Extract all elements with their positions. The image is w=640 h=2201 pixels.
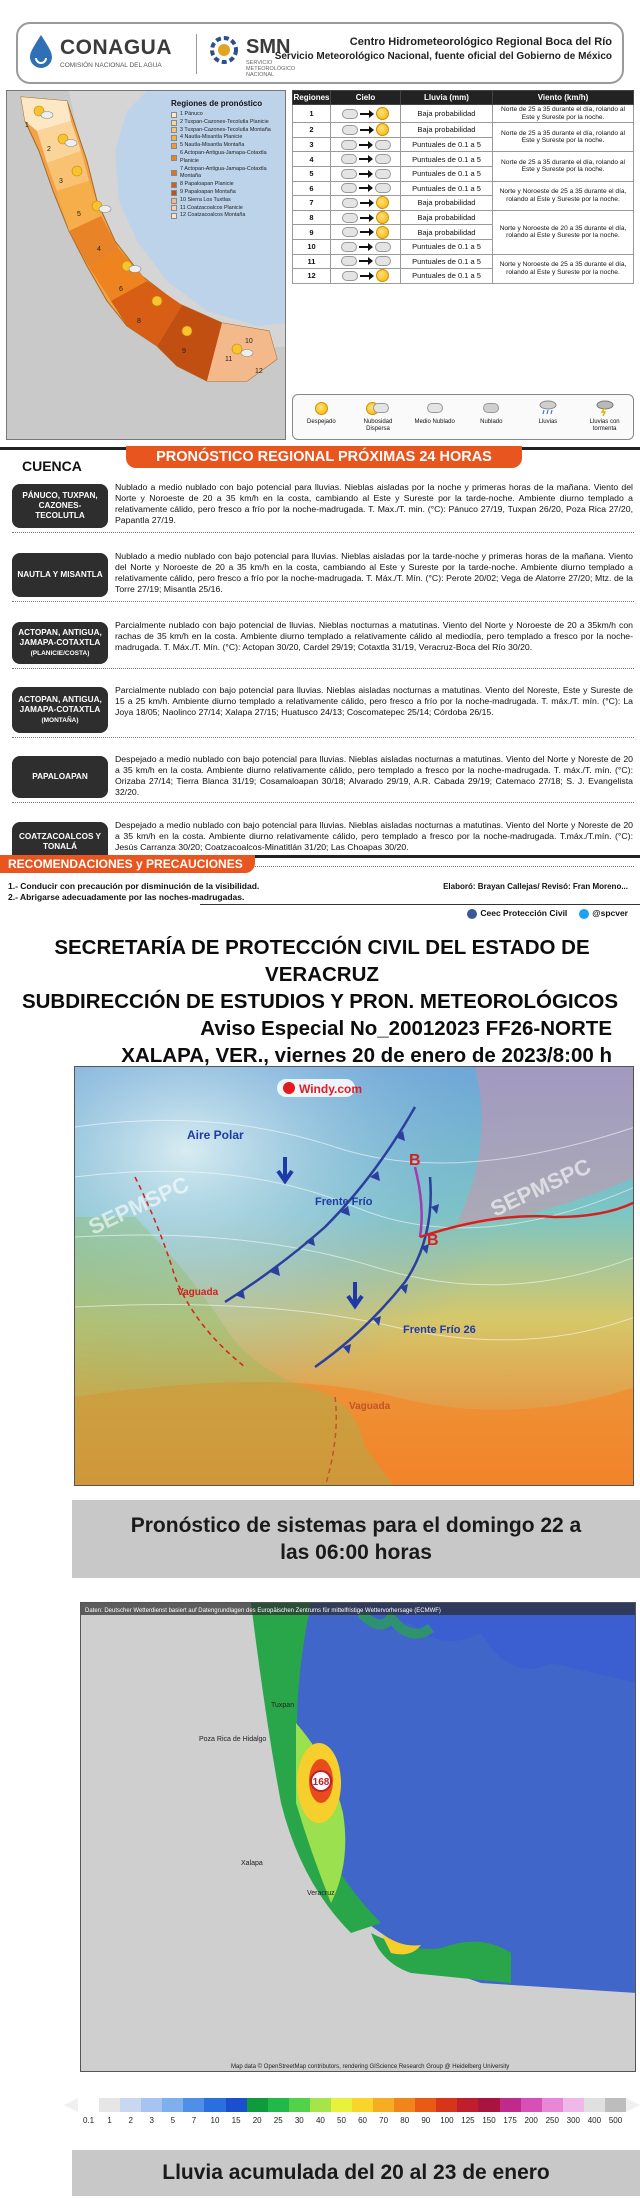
sky-condition [331, 166, 401, 181]
sky-condition [331, 152, 401, 167]
region-legend-item: 6 Actopan-Antigua-Jamapa-Cotaxtla Planicie [171, 150, 283, 166]
table-row [293, 181, 634, 196]
arrow-right-icon [360, 228, 374, 236]
scale-tick-label: 15 [231, 2116, 241, 2125]
scale-tick-label: 5 [170, 2116, 176, 2125]
recomendaciones-list [8, 881, 259, 903]
sun-icon [376, 226, 389, 239]
region-legend-item: 5 Nautla-Misantla Montaña [171, 142, 283, 150]
scale-swatch [289, 2098, 310, 2112]
header-text [275, 36, 612, 62]
scale-tick-label: 40 [315, 2116, 325, 2125]
storm-icon [596, 400, 614, 416]
cloud-icon [342, 213, 358, 223]
recomendaciones-banner: RECOMENDACIONES y PRECAUCIONES [0, 855, 255, 873]
region-legend-item: 7 Actopan-Antigua-Jamapa-Cotaxtla Montaña [171, 166, 283, 182]
scale-ticks [78, 2116, 626, 2125]
smn-subtitle: SERVICIO METEOROLÓGICO NACIONAL [246, 60, 296, 78]
sun-icon [376, 196, 389, 209]
legend-label: Lluvias con tormenta [589, 419, 620, 432]
region-number: 8 [293, 210, 331, 225]
region-swatch [171, 143, 177, 149]
synoptic-map [75, 1067, 634, 1486]
legend-lluvias-tormenta [579, 399, 631, 433]
cuenca-title: CUENCA [22, 458, 82, 474]
windy-brand: Windy.com [299, 1082, 363, 1096]
conagua-drop-icon [28, 34, 54, 68]
sky-condition [331, 105, 401, 123]
region-legend-item: 4 Nautla-Misantla Planicie [171, 134, 283, 142]
cuenca-note: (MONTAÑA) [41, 716, 79, 724]
legend-label: Nubosidad Dispersa [363, 419, 393, 432]
region-number: 1 [293, 105, 331, 123]
rain-amount: Baja probabilidad [401, 210, 493, 225]
scale-swatch [141, 2098, 162, 2112]
cloud-icon [342, 109, 358, 119]
rain-amount: Puntuales de 0.1 a 5 [401, 239, 493, 254]
rain-icon [539, 400, 557, 416]
sky-icon-legend [292, 394, 634, 440]
col-lluvia: Lluvia (mm) [401, 91, 493, 105]
cloud-icon [341, 169, 357, 179]
cuenca-forecast-text: Parcialmente nublado con bajo potencial para lluvias. Nieblas aisladas nocturnas a matutinas. Viento del Noreste, Este y Sureste de 15 a 25 km/h. Ambiente diurno templado a relativamente cálido, pero fresco a frío por la noche-madrugada. T. máx./T. mín. (°C): La Joya 18/05; Naolinco 27/14; Xalapa 27/15; Huatusco 24/13; Coscomatepec 25/14; Córdoba 26/15. [115, 685, 633, 717]
region-legend-item: 3 Tuxpan-Cazones-Tecolutla Montaña [171, 127, 283, 135]
watermark-left: SEPMSPC [84, 1171, 193, 1240]
logo-divider [196, 34, 197, 74]
cuenca-forecast-text: Parcialmente nublado con bajo potencial de lluvias. Nieblas nocturnas a matutinas. Viento del Norte y Noroeste de 20 a 35km/h con rachas de 35 km/h en la costa. Ambiente diurno templado a relativamente cálido al mediodía, pero templado a fresco por la noche-madrugada. T. Máx./T. Mín. (°C): Actopan 30/20, Cardel 29/19; Cotaxtla 31/19, Veracruz-Boca del Río 30/20. [115, 620, 633, 652]
partly-cloudy-icon [427, 403, 443, 413]
forecast-line-2: las 06:00 horas [280, 1541, 432, 1564]
twitter-link[interactable]: @spcver [579, 908, 628, 919]
cloud-icon [483, 403, 499, 413]
cuenca-forecast-text: Despejado a medio nublado con bajo potencial para lluvias. Nieblas aisladas nocturnas a matutinas. Viento del Norte y Noreste de 20 a 35 km/h en la costa. Ambiente diurno relativamente cálido, pero templado a fresco por la noche-madrugada. T. máx./T. mín. (°C): Orizaba 27/14; Tierra Blanca 31/19; Cosamaloapan 30/18; Alvarado 29/19, A.R. Cabada 29/19; Catemaco 27/18; S. J. Evangelista 32/20. [115, 754, 633, 797]
cloud-icon [341, 183, 357, 193]
scale-swatch [310, 2098, 331, 2112]
sun-icon [376, 107, 389, 120]
legend-medio-nublado [409, 399, 461, 426]
cuenca-name: NAUTLA Y MISANTLA [17, 570, 103, 579]
arrow-right-icon [360, 126, 374, 134]
sky-condition [331, 225, 401, 240]
arrow-right-icon [360, 199, 374, 207]
cloud-icon [342, 227, 358, 237]
twitter-icon [579, 909, 589, 919]
cloud-icon [341, 140, 357, 150]
region-number: 5 [293, 166, 331, 181]
scale-tick-label: 125 [461, 2116, 475, 2125]
conagua-subtitle: COMISIÓN NACIONAL DEL AGUA [60, 62, 162, 69]
region-legend-item: 11 Coatzacoalcos Planicie [171, 205, 283, 213]
legend-lluvias [522, 399, 574, 426]
aviso-especial-heading [0, 934, 640, 1069]
scale-tick-label: 25 [273, 2116, 283, 2125]
lluvia-acumulada-caption: Lluvia acumulada del 20 al 23 de enero [72, 2150, 640, 2196]
svg-text:11: 11 [225, 356, 233, 363]
arrow-right-icon [360, 214, 374, 222]
svg-text:8: 8 [137, 318, 141, 325]
cuenca-forecast-text: Nublado a medio nublado con bajo potencial para lluvias. Nieblas aisladas por la noche y primeras horas de la mañana. Viento del Norte y Noroeste de 20 a 35 km/h en la costa, cambiando al Este y Sureste por la tarde-noche. Ambiente diurno templado a relativamente cálido, pero fresco a frío por la noche-madrugada. T. Max./T. min. (°C): Pánuco 27/19, Tuxpan 26/20, Poza Rica 27/20, Papantla 27/19. [115, 482, 633, 525]
arrow-right-icon [359, 155, 373, 163]
social-links [467, 908, 628, 919]
rain-amount: Puntuales de 0.1 a 5 [401, 269, 493, 284]
scale-swatch [436, 2098, 457, 2112]
scale-swatch [183, 2098, 204, 2112]
cuenca-name: PÁNUCO, TUXPAN, CAZONES-TECOLUTLA [22, 491, 98, 520]
arrow-right-icon [359, 184, 373, 192]
ecmwf-credit: Daten: Deutscher Wetterdienst basiert auf Datengrundlagen des Europäischen Zentrums für mittelfristige Wettervorhersage (ECMWF) [85, 1608, 441, 1614]
arrow-right-icon [360, 110, 374, 118]
rain-amount: Baja probabilidad [401, 225, 493, 240]
region-swatch [171, 127, 177, 133]
scale-tick-label: 300 [566, 2116, 581, 2125]
sky-condition [331, 269, 401, 284]
scale-left-arrow [64, 2098, 78, 2112]
rain-amount: Puntuales de 0.1 a 5 [401, 137, 493, 152]
scale-tick-label: 10 [210, 2116, 220, 2125]
scale-tick-label: 200 [524, 2116, 538, 2125]
region-legend-item: 12 Coatzacoalcos Montaña [171, 212, 283, 220]
elaboro-credit: Elaboró: Brayan Callejas/ Revisó: Fran Moreno... [443, 882, 628, 891]
table-row [293, 152, 634, 167]
region-swatch [171, 198, 177, 204]
conagua-logo [28, 32, 188, 76]
cloud-icon [341, 242, 357, 252]
row-separator [12, 532, 634, 533]
rain-peak-value: 168 [312, 1777, 330, 1788]
wind-forecast: Norte y Noroeste de 25 a 35 durante el día, rolando al Este y Sureste por la noche. [493, 181, 634, 210]
label-frente-frio-26: Frente Frío 26 [403, 1324, 476, 1336]
arrow-right-icon [359, 141, 373, 149]
forecast-caption [72, 1500, 640, 1578]
scale-tick-label: 3 [149, 2116, 154, 2125]
windy-surface-map [74, 1066, 634, 1486]
scale-swatch [162, 2098, 183, 2112]
scale-tick-label: 150 [482, 2116, 496, 2125]
row-separator [12, 601, 634, 602]
cloud-icon [375, 242, 391, 252]
region-legend-item: 2 Tuxpan-Cazones-Tecolutla Planicie [171, 119, 283, 127]
table-body [293, 105, 634, 284]
table-row [293, 123, 634, 138]
aviso-line-4: XALAPA, VER., viernes 20 de enero de 2023/8:00 h [121, 1044, 612, 1067]
row-separator [12, 802, 634, 803]
scale-swatch [500, 2098, 521, 2112]
region-swatch [171, 190, 177, 196]
scale-swatch [542, 2098, 563, 2112]
scale-swatch [268, 2098, 289, 2112]
sky-condition [331, 239, 401, 254]
scale-right-arrow [626, 2098, 640, 2112]
cloud-icon [375, 140, 391, 150]
svg-text:5: 5 [77, 211, 81, 218]
smn-name: SMN [246, 36, 291, 58]
scale-swatch [394, 2098, 415, 2112]
low-pressure-b1: B [409, 1152, 421, 1169]
scale-bar [78, 2098, 626, 2112]
aviso-line-2: SUBDIRECCIÓN DE ESTUDIOS Y PRON. METEOROLÓGICOS [21, 990, 619, 1013]
arrow-right-icon [359, 243, 373, 251]
svg-text:6: 6 [119, 286, 123, 293]
smn-gear-icon [208, 34, 240, 66]
table-row [293, 105, 634, 123]
place-poza-rica: Poza Rica de Hidalgo [199, 1736, 267, 1743]
aviso-line-1: SECRETARÍA DE PROTECCIÓN CIVIL DEL ESTADO DE VERACRUZ [54, 936, 590, 986]
wind-forecast: Norte de 25 a 35 durante el día, rolando al Este y Sureste por la noche. [493, 105, 634, 123]
legend-label: Lluvias [538, 419, 558, 425]
cuenca-name-pill [12, 756, 108, 798]
scale-tick-label: 80 [400, 2116, 410, 2125]
scale-swatch [521, 2098, 542, 2112]
social-divider [200, 904, 640, 905]
region-number: 10 [293, 239, 331, 254]
scale-tick-label: 2 [128, 2116, 133, 2125]
regions-map [6, 90, 286, 440]
wind-forecast: Norte de 25 a 35 durante el día, rolando al Este y Sureste por la noche. [493, 152, 634, 181]
cuenca-name-pill [12, 553, 108, 597]
cloud-icon [341, 256, 357, 266]
row-separator [12, 668, 634, 669]
scale-swatch [415, 2098, 436, 2112]
legend-nublado [465, 399, 517, 426]
region-number: 7 [293, 196, 331, 211]
scale-swatch [204, 2098, 225, 2112]
rain-amount: Baja probabilidad [401, 105, 493, 123]
facebook-link[interactable]: Ceec Protección Civil [467, 908, 567, 919]
region-number: 4 [293, 152, 331, 167]
cuenca-name-pill [12, 687, 108, 733]
sun-icon [376, 269, 389, 282]
ecmwf-rain-map [80, 1602, 636, 2072]
cuenca-name-pill [12, 622, 108, 664]
scale-tick-label: 1 [107, 2116, 112, 2125]
reco-item: 1.- Conducir con precaución por disminución de la visibilidad. [8, 881, 260, 891]
label-vaguada-west: Vaguada [177, 1287, 219, 1298]
pronostico-banner: PRONÓSTICO REGIONAL PRÓXIMAS 24 HORAS [126, 446, 522, 468]
cuenca-note: (PLANICIE/COSTA) [30, 649, 90, 657]
rain-amount: Puntuales de 0.1 a 5 [401, 254, 493, 269]
sky-condition [331, 123, 401, 138]
scale-swatch [478, 2098, 499, 2112]
region-swatch [171, 120, 177, 126]
service-name: Servicio Meteorológico Nacional, fuente oficial del Gobierno de México [274, 51, 612, 62]
region-number: 2 [293, 123, 331, 138]
rain-amount: Baja probabilidad [401, 196, 493, 211]
cuenca-name-pill [12, 484, 108, 528]
cloud-icon [342, 271, 358, 281]
scale-swatch [120, 2098, 141, 2112]
region-legend-item: 1 Pánuco [171, 111, 283, 119]
scale-tick-label: 175 [503, 2116, 517, 2125]
region-number: 3 [293, 137, 331, 152]
scale-tick-label: 7 [191, 2116, 197, 2125]
agency-header [16, 22, 624, 84]
sky-condition [331, 137, 401, 152]
scale-tick-label: 70 [379, 2116, 389, 2125]
region-legend-item: 8 Papaloapan Planicie [171, 181, 283, 189]
cloud-icon [342, 198, 358, 208]
center-name: Centro Hidrometeorológico Regional Boca del Río [349, 36, 612, 48]
region-swatch [171, 155, 177, 161]
region-legend-item: 9 Papaloapan Montaña [171, 189, 283, 197]
wind-forecast: Norte y Noroeste de 25 a 35 durante el día, rolando al Este y Sureste por la noche. [493, 254, 634, 283]
region-number: 12 [293, 269, 331, 284]
scale-swatch [373, 2098, 394, 2112]
place-xalapa: Xalapa [241, 1860, 263, 1867]
scale-swatch [331, 2098, 352, 2112]
cloud-icon [342, 125, 358, 135]
cloud-icon [341, 154, 357, 164]
table-header-row [293, 91, 634, 105]
label-aire-polar: Aire Polar [187, 1128, 244, 1142]
cuenca-forecast-text: Nublado a medio nublado con bajo potencial para lluvias. Nieblas aisladas por la tarde-noche y primeras horas de la mañana. Viento del Norte y Noroeste de 20 a 35 km/h en la costa, cambiando al Este y Sureste por la tarde-noche. Ambiente diurno templado a relativamente cálido, pero fresco a frío por la noche-madrugada. T. Máx./T. Mín. (°C): Perote 20/02; Vega de Alatorre 27/20; Mtz. de la Torre 27/19; Misantla 25/16. [115, 551, 633, 594]
cuenca-name: COATZACOALCOS Y TONALÁ [18, 832, 102, 851]
facebook-icon [467, 909, 477, 919]
scale-tick-label: 30 [294, 2116, 304, 2125]
cuenca-name: PAPALOAPAN [32, 772, 88, 781]
scale-swatch [605, 2098, 626, 2112]
regions-legend-title: Regiones de pronóstico [171, 99, 263, 108]
scale-tick-label: 60 [358, 2116, 367, 2125]
region-swatch [171, 170, 177, 176]
scale-tick-label: 20 [252, 2116, 262, 2125]
aviso-line-3: Aviso Especial No_20012023 FF26-NORTE [200, 1017, 612, 1040]
sun-icon [376, 123, 389, 136]
table-row [293, 210, 634, 225]
cuenca-name: ACTOPAN, ANTIGUA, JAMAPA-COTAXTLA [18, 694, 102, 714]
scale-tick-label: 90 [421, 2116, 431, 2125]
col-regiones: Regiones [293, 91, 331, 105]
cloud-icon [375, 154, 391, 164]
wind-forecast: Norte y Noroeste de 20 a 35 durante el día, rolando al Este y Sureste por la noche. [493, 210, 634, 254]
scale-swatch [247, 2098, 268, 2112]
scale-tick-label: 50 [337, 2116, 346, 2125]
cloud-icon [375, 183, 391, 193]
rain-color-scale [64, 2092, 640, 2138]
cuenca-forecast-text: Despejado a medio nublado con bajo potencial para lluvias. Nieblas aisladas nocturnas a matutinas. Viento del Norte y Noreste de 20 a 35 km/h en la costa. Ambiente diurno relativamente cálido, pero templado a fresco por la noche-madrugada. T.máx./T.mín. (°C): Jesús Carranza 30/20; Coatzacoalcos-Minatitlán 31/20; Las Choapas 30/20. [115, 820, 633, 852]
region-forecast-table [292, 90, 634, 284]
svg-text:4: 4 [97, 246, 101, 253]
sky-condition [331, 254, 401, 269]
region-number: 6 [293, 181, 331, 196]
svg-text:10: 10 [245, 338, 253, 345]
conagua-name: CONAGUA [60, 36, 172, 59]
scale-swatch [78, 2098, 99, 2112]
svg-text:3: 3 [59, 178, 63, 185]
watermark-right: SEPMSPC [486, 1153, 595, 1222]
cloud-icon [375, 256, 391, 266]
map-attribution: Map data © OpenStreetMap contributors, rendering GIScience Research Group @ Heidelberg University [231, 2064, 510, 2070]
scale-swatch [99, 2098, 120, 2112]
regions-legend-list [171, 111, 283, 220]
svg-text:9: 9 [182, 348, 186, 355]
region-swatch [171, 205, 177, 211]
accumulated-rain-map [81, 1603, 636, 2072]
low-pressure-b2: B [427, 1232, 439, 1249]
scale-tick-label: 250 [545, 2116, 559, 2125]
sun-icon [315, 402, 328, 415]
wind-forecast: Norte de 25 a 35 durante el día, rolando al Este y Sureste por la noche. [493, 123, 634, 152]
legend-despejado [295, 399, 347, 426]
legend-label: Despejado [306, 419, 336, 425]
label-frente-frio: Frente Frío [315, 1196, 373, 1208]
scale-swatch [352, 2098, 373, 2112]
region-swatch [171, 112, 177, 118]
scale-tick-label: 100 [440, 2116, 454, 2125]
scale-tick-label: 500 [608, 2116, 623, 2125]
scale-swatch [226, 2098, 247, 2112]
scale-swatch [584, 2098, 605, 2112]
sun-icon [376, 211, 389, 224]
rain-amount: Puntuales de 0.1 a 5 [401, 166, 493, 181]
label-vaguada-south: Vaguada [349, 1401, 391, 1412]
place-tuxpan: Tuxpan [271, 1702, 295, 1709]
region-swatch [171, 182, 177, 188]
rain-amount: Puntuales de 0.1 a 5 [401, 152, 493, 167]
svg-text:12: 12 [255, 368, 263, 375]
cloud-icon [375, 169, 391, 179]
rain-amount: Puntuales de 0.1 a 5 [401, 181, 493, 196]
svg-text:1: 1 [25, 122, 29, 129]
region-number: 11 [293, 254, 331, 269]
cuenca-name: ACTOPAN, ANTIGUA, JAMAPA-COTAXTLA [18, 627, 102, 647]
legend-label: Nublado [480, 419, 503, 425]
svg-text:2: 2 [47, 146, 51, 153]
forecast-line-1: Pronóstico de sistemas para el domingo 22 a [130, 1514, 582, 1537]
sky-condition [331, 196, 401, 211]
legend-label: Medio Nublado [414, 419, 455, 425]
arrow-right-icon [359, 257, 373, 265]
col-viento: Viento (km/h) [493, 91, 634, 105]
region-swatch [171, 135, 177, 141]
reco-item: 2.- Abrigarse adecuadamente por las noches-madrugadas. [8, 892, 245, 902]
arrow-right-icon [360, 272, 374, 280]
legend-nubosidad-dispersa [352, 399, 404, 433]
scale-swatch [457, 2098, 478, 2112]
sky-condition [331, 210, 401, 225]
scale-tick-label: 0.1 [82, 2116, 95, 2125]
region-number: 9 [293, 225, 331, 240]
col-cielo: Cielo [331, 91, 401, 105]
region-legend-item: 10 Sierra Los Tuxtlas [171, 197, 283, 205]
rain-amount: Baja probabilidad [401, 123, 493, 138]
region-swatch [171, 213, 177, 219]
arrow-right-icon [359, 170, 373, 178]
scale-tick-label: 400 [587, 2116, 602, 2125]
row-separator [12, 737, 634, 738]
table-row [293, 254, 634, 269]
regions-legend [171, 99, 283, 220]
place-veracruz: Veracruz [307, 1890, 335, 1897]
sky-condition [331, 181, 401, 196]
scale-swatch [563, 2098, 584, 2112]
